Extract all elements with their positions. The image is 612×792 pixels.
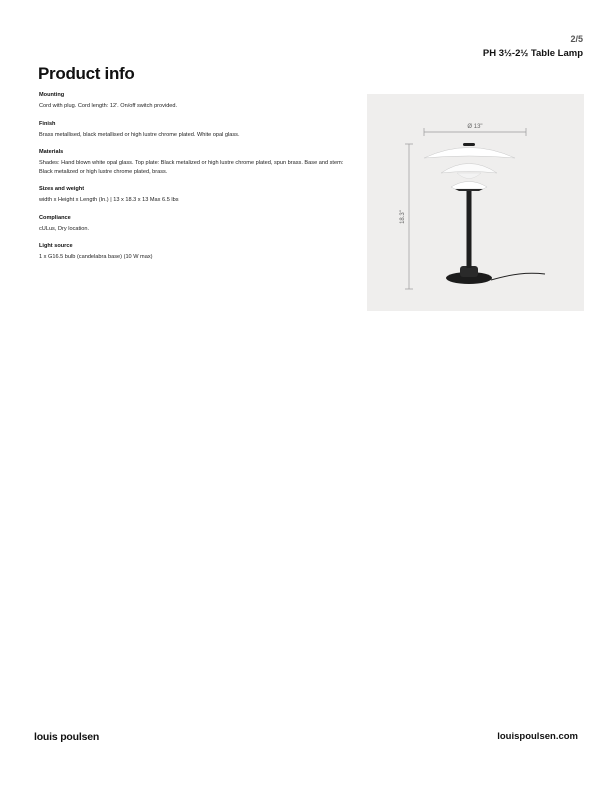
lamp-middle-shade — [441, 164, 497, 174]
height-label: 18.3" — [400, 210, 406, 224]
spec-light-source — [39, 243, 357, 262]
spec-list — [39, 92, 357, 272]
spec-label: Materials — [39, 149, 64, 155]
spec-compliance — [39, 215, 357, 234]
spec-finish — [39, 121, 357, 140]
spec-label: Finish — [39, 120, 56, 127]
product-title: PH 3½-2½ Table Lamp — [482, 48, 583, 59]
lamp-cord — [491, 273, 545, 280]
lamp-stem — [467, 190, 472, 268]
spec-value: cULus, Dry location. — [39, 225, 90, 232]
page-title: Product info — [38, 64, 135, 83]
spec-value: Shades: Hand blown white opal glass. Top plate: Black metalized or high lustre chrome plated, spun brass. Base and stem: Black metalized or high lustre chrome plated, brass. — [39, 160, 344, 175]
lamp-drawing — [367, 94, 584, 311]
lamp-bottom-shade — [451, 182, 487, 190]
lamp-top-plate — [463, 143, 475, 146]
brand-logo: louis poulsen — [34, 731, 100, 743]
spec-value: Cord with plug. Cord length: 12'. On/off switch provided. — [39, 103, 178, 109]
spec-value: Brass metallised, black metallised or high lustre chrome plated. White opal glass. — [39, 131, 240, 138]
product-dimension-figure — [367, 94, 584, 311]
spec-label: Light source — [39, 243, 73, 249]
width-label: Ø 13" — [467, 124, 483, 130]
spec-materials — [39, 149, 357, 176]
page-number: 2/5 — [570, 34, 583, 44]
height-dimension-line — [405, 144, 413, 289]
spec-mounting — [39, 92, 357, 111]
website-url[interactable]: louispoulsen.com — [497, 731, 578, 742]
spec-label: Compliance — [39, 214, 71, 221]
spec-value: 1 x G16.5 bulb (candelabra base) (10 W max) — [39, 254, 153, 260]
spec-label: Mounting — [39, 92, 65, 98]
spec-sizes — [39, 186, 357, 205]
lamp-top-shade — [424, 148, 515, 159]
spec-label: Sizes and weight — [39, 186, 85, 192]
spec-value: width x Height x Length (In.) | 13 x 18.3 x 13 Max 6.5 lbs — [39, 197, 179, 203]
